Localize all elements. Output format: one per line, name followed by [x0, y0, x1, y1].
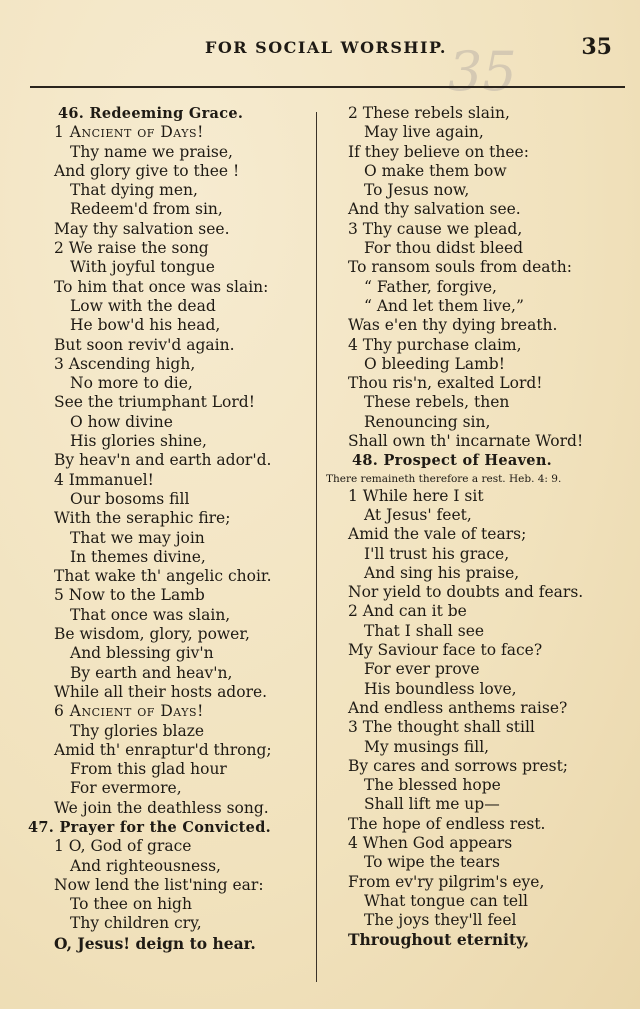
- hymn-line: Was e'en thy dying breath.: [348, 316, 558, 335]
- hymn-line: Be wisdom, glory, power,: [54, 625, 250, 644]
- hymn-line: Amid the vale of tears;: [348, 525, 527, 544]
- hymn-line: To Jesus now,: [364, 181, 470, 200]
- hymn-line: Thy children cry,: [70, 914, 202, 933]
- hymn-line: Now lend the list'ning ear:: [54, 875, 264, 894]
- hymn-line: “ Father, forgive,: [364, 277, 497, 296]
- running-header: [0, 34, 640, 103]
- hymn-line: Throughout eternity,: [348, 930, 530, 950]
- hymn-line: His boundless love,: [364, 679, 517, 698]
- right-column: [326, 104, 633, 950]
- hymn-heading: 46. Redeeming Grace.: [58, 105, 244, 122]
- hymn-line: May thy salvation see.: [54, 219, 230, 238]
- hymn-line: That I shall see: [364, 621, 485, 640]
- hymn-line: O how divine: [70, 412, 173, 431]
- hymn-line: That we may join: [70, 528, 205, 547]
- scripture-reference: There remaineth therefore a rest. Heb. 4: 9.: [326, 472, 562, 485]
- hymn-line: Shall own th' incarnate Word!: [348, 432, 584, 451]
- hymn-line: Shall lift me up—: [364, 795, 500, 814]
- hymn-line: To him that once was slain:: [54, 277, 269, 296]
- hymn-line: That once was slain,: [70, 605, 231, 624]
- hymn-heading: 48. Prospect of Heaven.: [352, 452, 553, 470]
- hymn-line: In themes divine,: [70, 547, 206, 566]
- hymn-line: The blessed hope: [364, 776, 501, 795]
- hymn-line: May live again,: [364, 123, 484, 142]
- hymn-line: 3 Thy cause we plead,: [348, 219, 523, 238]
- hymn-line: That wake th' angelic choir.: [54, 567, 272, 586]
- handwritten-page-mark: 35: [448, 40, 517, 103]
- hymn-line: He bow'd his head,: [70, 316, 221, 335]
- hymn-line: 2 These rebels slain,: [348, 104, 510, 122]
- hymn-line: His glories shine,: [70, 432, 207, 451]
- hymn-line: 3 The thought shall still: [348, 718, 535, 737]
- hymn-line: For ever prove: [364, 660, 480, 679]
- hymn-line: Low with the dead: [70, 296, 216, 315]
- hymn-line: 3 Ascending high,: [54, 354, 196, 373]
- hymn-line: At Jesus' feet,: [364, 505, 472, 524]
- hymn-line: My Saviour face to face?: [348, 641, 543, 660]
- left-column: [28, 104, 316, 953]
- hymn-line: And thy salvation see.: [348, 200, 521, 219]
- hymn-line: Nor yield to doubts and fears.: [348, 583, 584, 602]
- hymn-line: And endless anthems raise?: [348, 698, 568, 717]
- hymn-line: Thy name we praise,: [70, 142, 233, 161]
- hymn-line: With joyful tongue: [70, 258, 215, 277]
- hymn-line: Redeem'd from sin,: [70, 200, 223, 219]
- hymn-line: But soon reviv'd again.: [54, 335, 235, 354]
- hymn-line: 4 Thy purchase claim,: [348, 335, 522, 354]
- column-divider: [316, 112, 317, 982]
- hymn-line: Our bosoms fill: [70, 489, 190, 508]
- hymn-line: That dying men,: [70, 181, 198, 200]
- hymn-line: For evermore,: [70, 779, 182, 798]
- hymn-line: My musings fill,: [364, 737, 490, 756]
- hymn-line: While all their hosts adore.: [54, 682, 268, 701]
- hymn-line: 4 Immanuel!: [54, 470, 154, 489]
- hymn-line: Thy glories blaze: [70, 721, 205, 740]
- hymn-line: 2 And can it be: [348, 602, 467, 621]
- hymn-line: 1 O, God of grace: [54, 837, 192, 856]
- hymn-line: Thou ris'n, exalted Lord!: [348, 374, 543, 393]
- hymn-line: For thou didst bleed: [364, 239, 524, 258]
- hymn-line: I'll trust his grace,: [364, 544, 510, 563]
- hymn-line: By earth and heav'n,: [70, 663, 233, 682]
- hymn-line: 2 We raise the song: [54, 239, 209, 258]
- hymn-line: See the triumphant Lord!: [54, 393, 255, 412]
- hymn-line: We join the deathless song.: [54, 798, 269, 817]
- hymn-line: By heav'n and earth ador'd.: [54, 451, 272, 470]
- hymn-line: 4 When God appears: [348, 833, 513, 852]
- hymn-line: From ev'ry pilgrim's eye,: [348, 872, 545, 891]
- hymn-line: These rebels, then: [364, 393, 510, 412]
- header-rule: [30, 86, 625, 88]
- hymn-line: O, Jesus! deign to hear.: [54, 933, 256, 953]
- hymn-heading: 47. Prayer for the Convicted.: [28, 818, 271, 836]
- hymn-line: “ And let them live,”: [364, 296, 524, 315]
- hymn-line: Amid th' enraptur'd throng;: [54, 740, 272, 759]
- hymn-line: The hope of endless rest.: [348, 814, 546, 833]
- hymn-line: 1 While here I sit: [348, 486, 484, 505]
- hymn-line: What tongue can tell: [364, 891, 529, 910]
- hymn-line: And blessing giv'n: [70, 644, 214, 663]
- hymn-line: 5 Now to the Lamb: [54, 586, 205, 605]
- hymn-line: No more to die,: [70, 374, 193, 393]
- page-number: 35: [581, 34, 612, 60]
- hymn-line: 6 Ancient of Days!: [54, 702, 204, 721]
- hymn-line: Renouncing sin,: [364, 412, 491, 431]
- hymn-line: To ransom souls from death:: [348, 258, 572, 277]
- hymn-line: By cares and sorrows prest;: [348, 756, 569, 775]
- hymn-line: From this glad hour: [70, 760, 227, 779]
- hymn-line: O make them bow: [364, 161, 507, 180]
- hymn-line: The joys they'll feel: [364, 911, 517, 930]
- hymn-line: If they believe on thee:: [348, 142, 529, 161]
- hymn-line: And sing his praise,: [364, 563, 520, 582]
- running-title: FOR SOCIAL WORSHIP.: [205, 38, 447, 57]
- hymn-line: To thee on high: [70, 895, 192, 914]
- hymn-line: To wipe the tears: [364, 853, 500, 872]
- hymn-line: O bleeding Lamb!: [364, 354, 505, 373]
- hymn-line: And righteousness,: [70, 856, 221, 875]
- hymn-line: With the seraphic fire;: [54, 509, 231, 528]
- hymn-line: 1 Ancient of Days!: [54, 123, 204, 142]
- hymn-line: And glory give to thee !: [54, 161, 240, 180]
